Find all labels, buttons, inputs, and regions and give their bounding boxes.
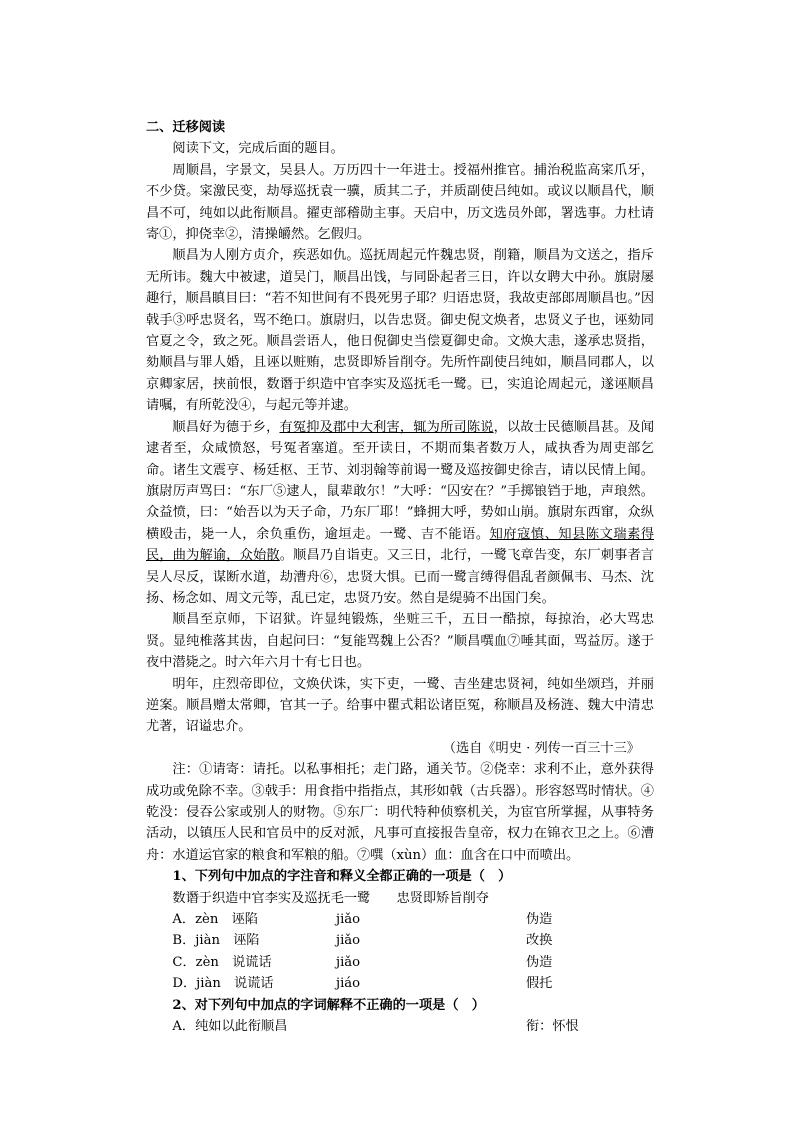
section-title: 二、迁移阅读: [146, 120, 226, 135]
underlined-sentence-2: 知府寇慎、知县陈文瑞素得民，曲为解谕，众始散: [146, 526, 655, 564]
annotation-notes: 注：①请寄：请托。以私事相托；走门路，通关节。②侥幸：求利不止，意外获得成功或免除不幸。③戟手：用食指中指指点，其形如戟（古兵器）。形容怒骂时情状。④乾没：侵吞公家或别人的财物。⑤东厂：明代特种侦察机关，为宦官所掌握，从事特务活动，以镇压人民和官员中的反对派，凡事可直接报告皇帝，权力在锦衣卫之上。⑥漕舟：水道运官家的粮食和军粮的船。⑦噀（xùn）血：血含在口中而喷出。: [146, 762, 654, 863]
paragraph-2: 顺昌为人刚方贞介，疾恶如仇。巡抚周起元忤魏忠贤，削籍，顺昌为文送之，指斥无所讳。魏大中被逮，道吴门，顺昌出饯，与同卧起者三日，许以女聘大中孙。旗尉屡趣行，顺昌瞋目曰：“若不知世间有不畏死男子耶？归语忠贤，我故吏部郎周顺昌也。”因戟手③呼忠贤名，骂不绝口。旗尉归，以告忠贤。御史倪文焕者，忠贤义子也，诬劾同官夏之令，致之死。顺昌尝语人，他日倪御史当偿夏御史命。文焕大恚，遂承忠贤指，劾顺昌与罪人婚，且诬以赃贿，忠贤即矫旨削夺。先所忤副使吕纯如，顺昌同郡人，以京卿家居，挟前恨，数谮于织造中官李实及巡抚毛一鹭。已，实追论周起元，遂诬顺昌请嘱，有所乾没④，与起元等并逮。: [146, 248, 655, 414]
option-d-pinyin: jiáo: [336, 976, 361, 992]
option-c-label: C．zèn 说谎话: [172, 954, 272, 970]
q2-option-a-label: A．纯如以此衔顺昌: [172, 1019, 288, 1035]
question-1-prompt-b: 忠贤即矫旨削夺: [396, 890, 489, 906]
paragraph-4: 顺昌至京师，下诏狱。许显纯锻炼，坐赃三千，五日一酷掠，每掠治，必大骂忠贤。显纯椎落其齿，自起问曰：“复能骂魏上公否？”顺昌噀血⑦唾其面，骂益厉。遂于夜中潜毙之。时六年六月十有七日也。: [146, 612, 654, 671]
option-b-meaning: 改换: [526, 933, 553, 949]
underlined-sentence-1: 有冤抑及郡中大利害，辄为所司陈说: [279, 419, 494, 435]
question-1-prompt-a: 数谮于织造中官李实及巡抚毛一鹭: [172, 890, 371, 906]
option-a-label: A．zèn 诬陷: [172, 912, 258, 928]
question-2-stem: 2、对下列句中加点的字词解释不正确的一项是（ ）: [172, 997, 485, 1013]
paragraph-5: 明年，庄烈帝即位，文焕伏诛，实下吏，一鹭、吉坐建忠贤祠，纯如坐颂珰，并丽逆案。顺昌赠太常卿，官其一子。给事中瞿式耜讼诸臣冤，称顺昌及杨涟、魏大中清忠尤著，诏谥忠介。: [146, 676, 654, 735]
option-a-meaning: 伪造: [526, 912, 553, 928]
paragraph-3-part-c: ，以故士民德顺昌甚。及闻逮者至，众咸愤怒，号冤者塞道。至开读日，不期而集者数万人，咸执香为周吏部乞命。诸生文震亨、杨廷枢、王节、刘羽翰等前谒一鹭及巡按御史徐吉，请以民情上闻。旗尉厉声骂曰：“东厂⑤逮人，鼠辈敢尔！”大呼：“囚安在？”手掷锒铛于地，声琅然。众益愤，曰：“始吾以为天子命，乃东厂耶！”蜂拥大呼，势如山崩。旗尉东西窜，众纵横殴击，毙一人，余负重伤，逾垣走。一鹭、吉不能语。: [146, 419, 655, 542]
question-1-option-b[interactable]: [146, 930, 654, 951]
question-1-stem: 1、下列句中加点的字注音和释义全都正确的一项是（ ）: [172, 869, 512, 885]
question-1-prompt: [146, 888, 654, 909]
document-content: [146, 117, 654, 1037]
paragraph-3-part-e: 。顺昌乃自诣吏。又三日，北行，一鹭飞章告变，东厂刺事者言吴人尽反，谋断水道，劫漕舟⑥，忠贤大惧。已而一鹭言缚得倡乱者颜佩韦、马杰、沈扬、杨念如、周文元等，乱已定，忠贤乃安。然自是缇骑不出国门矣。: [146, 548, 654, 606]
option-c-pinyin: jiǎo: [336, 954, 361, 970]
option-d-label: D．jiàn 说谎话: [172, 976, 274, 992]
option-a-pinyin: jiǎo: [336, 912, 361, 928]
option-d-meaning: 假托: [526, 976, 553, 992]
question-1-option-d[interactable]: [146, 973, 654, 994]
option-c-meaning: 伪造: [526, 954, 553, 970]
question-2-option-a[interactable]: [146, 1016, 654, 1037]
q2-option-a-meaning: 衔：怀恨: [526, 1019, 579, 1035]
paragraph-3-part-a: 顺昌好为德于乡，: [172, 419, 280, 435]
paragraph-3: [146, 417, 654, 610]
instruction-text: 阅读下文，完成后面的题目。: [172, 141, 344, 157]
paragraph-1: 周顺昌，字景文，吴县人。万历四十一年进士。授福州推官。捕治税监高寀爪牙，不少贷。寀激民变，劫辱巡抚袁一骥，质其二子，并质副使吕纯如。或议以顺昌代，顺昌不可，纯如以此衔顺昌。擢吏部稽勋主事。天启中，历文选员外郎，署选事。力杜请寄①，抑侥幸②，清操皭然。乞假归。: [146, 162, 654, 243]
option-b-label: B．jiàn 诬陷: [172, 933, 260, 949]
question-1-option-c[interactable]: [146, 952, 654, 973]
source-citation: （选自《明史 · 列传一百三十三》: [442, 740, 640, 756]
option-b-pinyin: jiǎo: [336, 933, 361, 949]
question-1-option-a[interactable]: [146, 909, 654, 930]
